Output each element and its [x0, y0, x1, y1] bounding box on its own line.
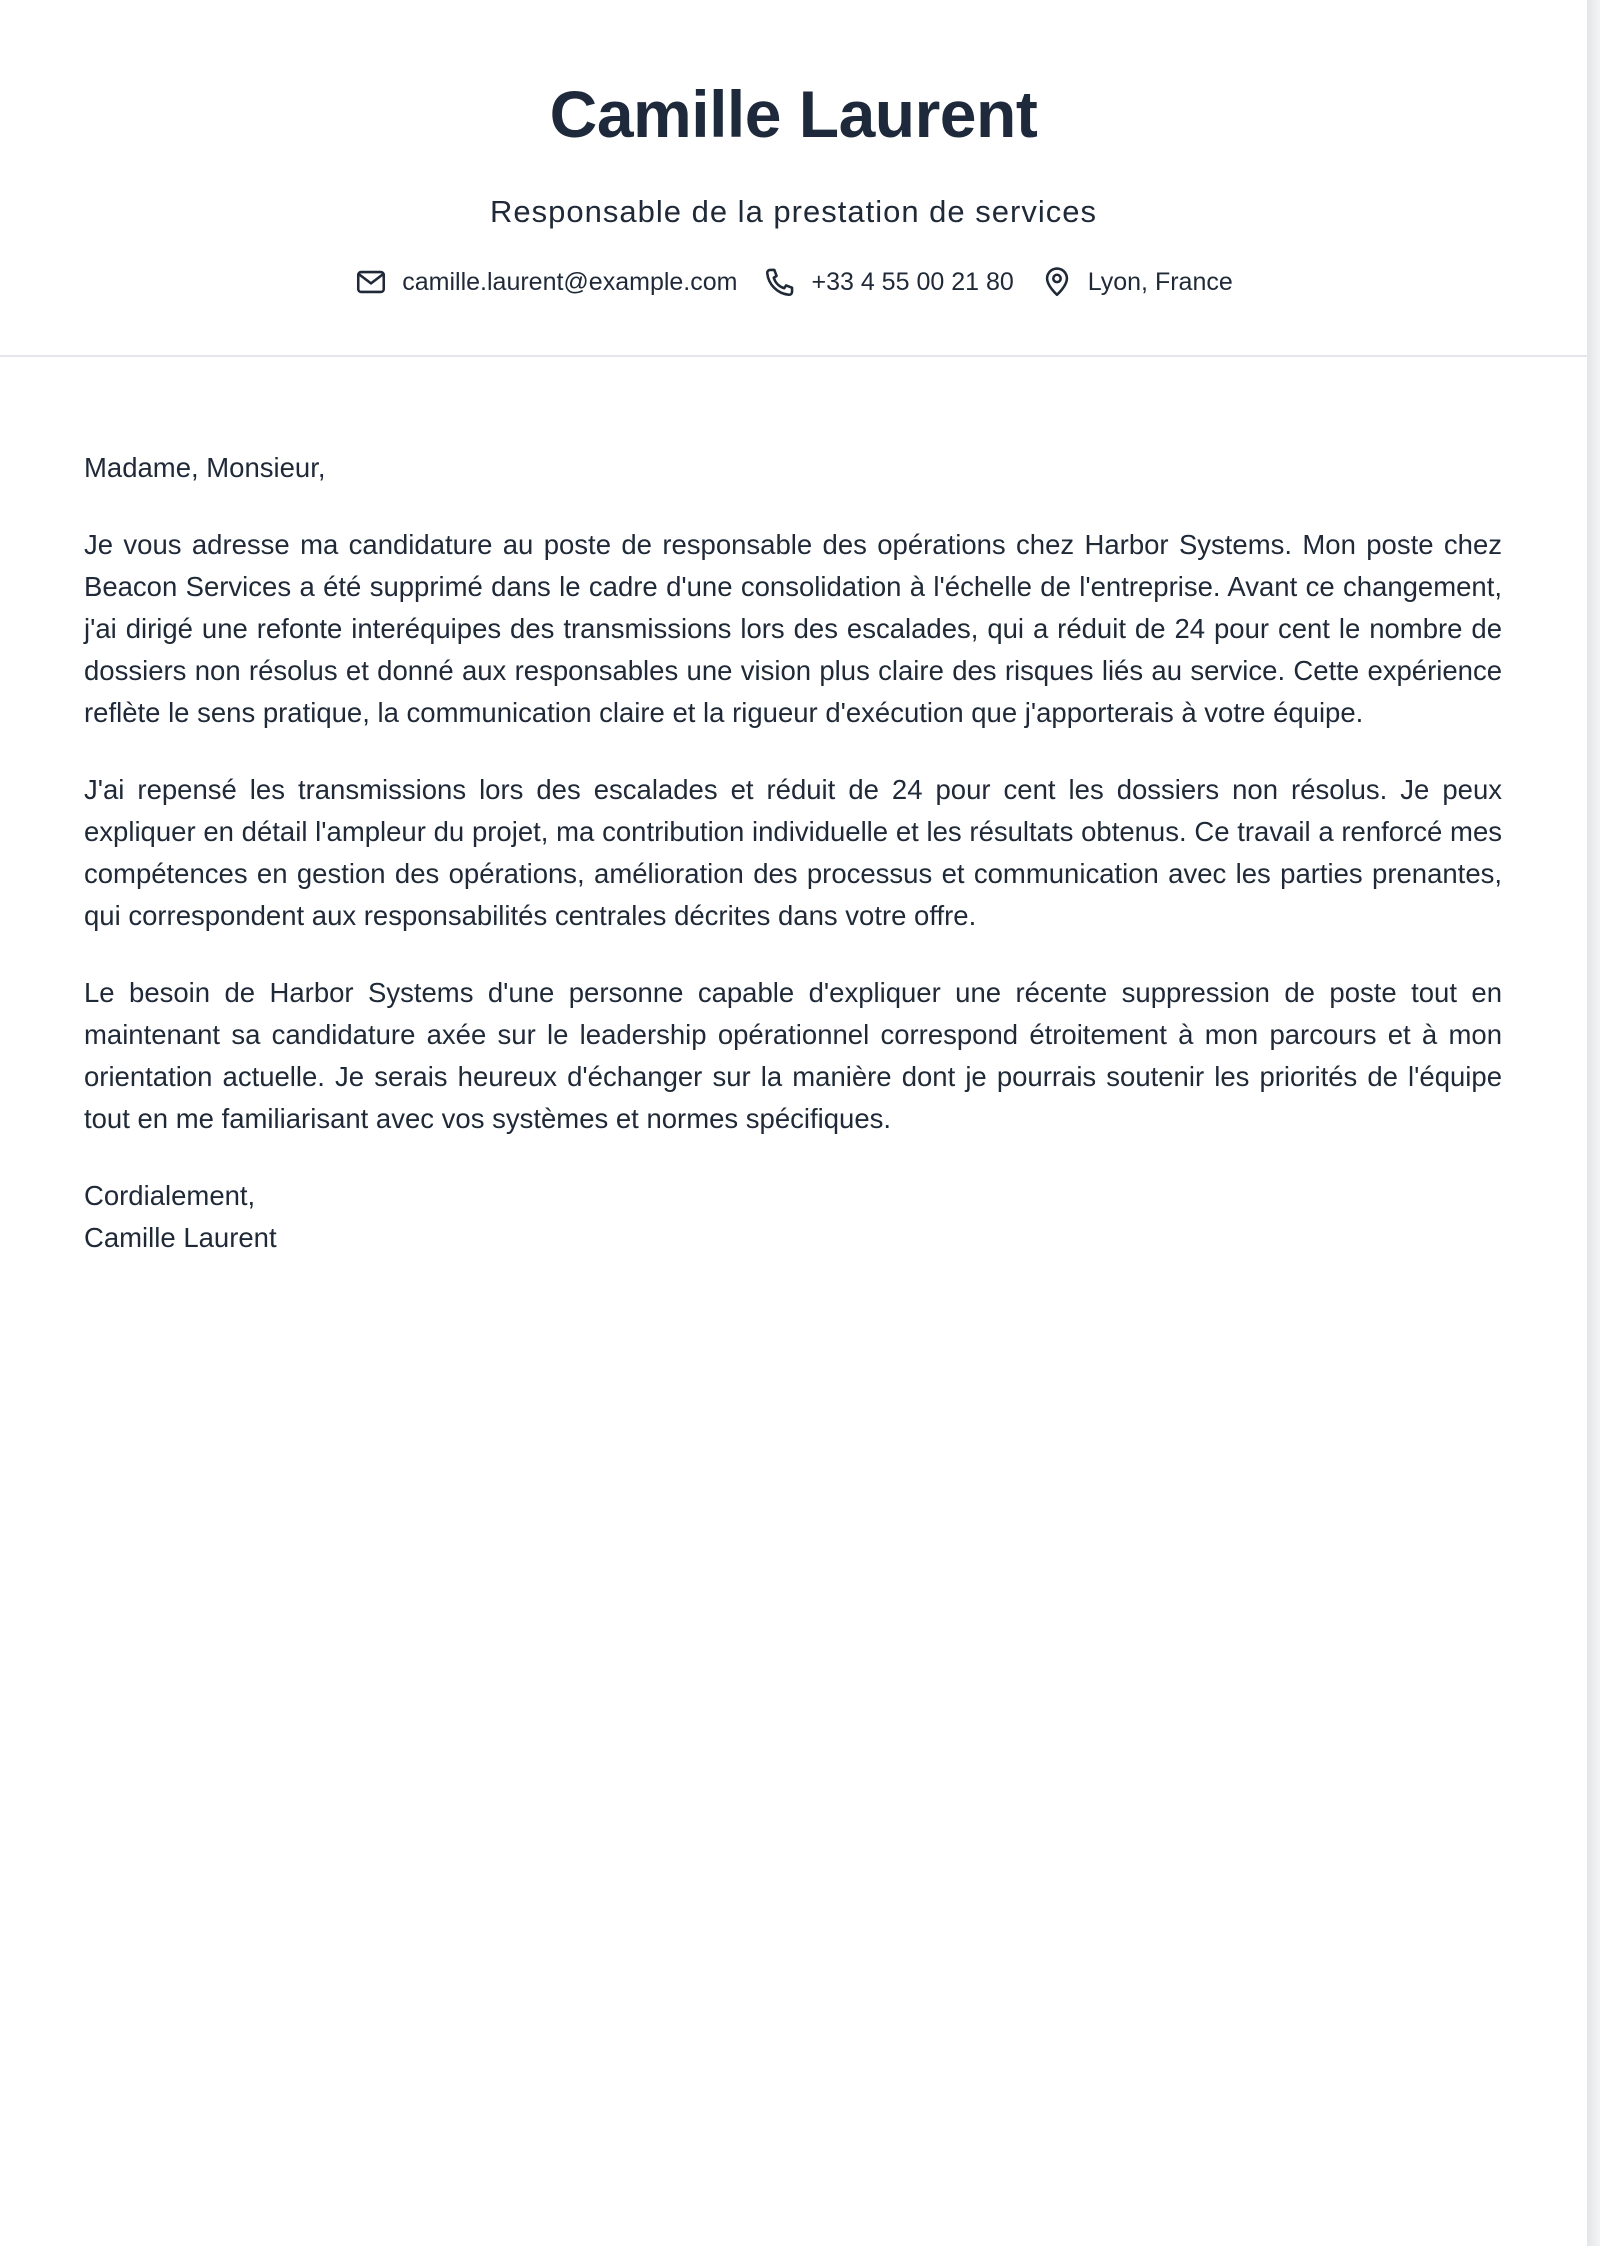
contact-email [354, 265, 737, 299]
page-edge-shadow [1587, 0, 1600, 2246]
job-title: Responsable de la prestation de services [490, 194, 1097, 229]
letter-body [84, 447, 1502, 1259]
signature: Camille Laurent [84, 1222, 277, 1253]
letter-header [0, 0, 1587, 357]
contact-location [1040, 265, 1233, 299]
mail-icon [354, 265, 388, 299]
phone-icon [763, 265, 797, 299]
applicant-name: Camille Laurent [549, 77, 1038, 151]
contact-location-text: Lyon, France [1087, 267, 1233, 296]
contact-phone-text[interactable]: +33 4 55 00 21 80 [811, 267, 1014, 296]
contact-bar [0, 262, 1587, 302]
map-pin-icon [1040, 265, 1074, 299]
contact-email-text[interactable]: camille.laurent@example.com [402, 267, 738, 296]
paragraph-3: Le besoin de Harbor Systems d'une personne capable d'expliquer une récente suppression de poste tout en maintenant sa candidature axée sur le leadership opérationnel correspond étroitement à mon parcours et à mon orientation actuelle. Je serais heureux d'échanger sur la manière dont je pourrais soutenir les priorités de l'équipe tout en me familiarisant avec vos systèmes et normes spécifiques. [84, 977, 1502, 1134]
closing: Cordialement, [84, 1180, 256, 1211]
salutation: Madame, Monsieur, [84, 452, 326, 483]
paragraph-2: J'ai repensé les transmissions lors des escalades et réduit de 24 pour cent les dossiers non résolus. Je peux expliquer en détail l'ampleur du projet, ma contribution individuelle et les résultats obtenus. Ce travail a renforcé mes compétences en gestion des opérations, amélioration des processus et communication avec les parties prenantes, qui correspondent aux responsabilités centrales décrites dans votre offre. [84, 774, 1502, 931]
contact-phone [763, 265, 1013, 299]
paragraph-1: Je vous adresse ma candidature au poste de responsable des opérations chez Harbor Systems. Mon poste chez Beacon Services a été supprimé dans le cadre d'une consolidation à l'échelle de l'entreprise. Avant ce changement, j'ai dirigé une refonte interéquipes des transmissions lors des escalades, qui a réduit de 24 pour cent le nombre de dossiers non résolus et donné aux responsables une vision plus claire des risques liés au service. Cette expérience reflète le sens pratique, la communication claire et la rigueur d'exécution que j'apporterais à votre équipe. [84, 529, 1502, 728]
